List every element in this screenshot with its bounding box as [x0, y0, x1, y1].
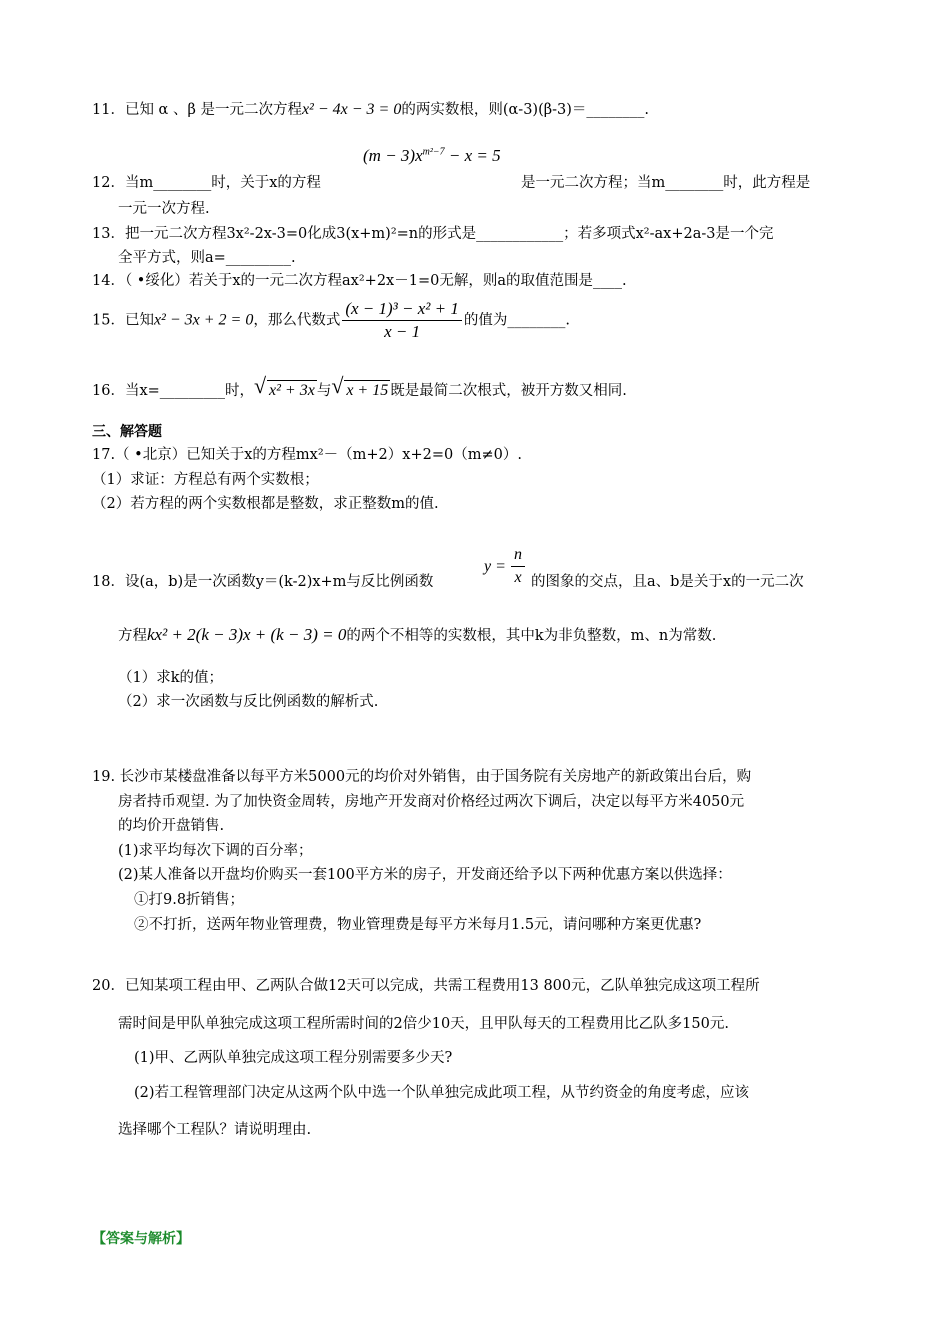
q19-part2: (2)某人准备以开盘均价购买一套100平方米的房子，开发商还给予以下两种优惠方案以供选择： — [118, 867, 732, 883]
q18-frac-denominator: x — [511, 566, 525, 589]
q12-line2: 一元一次方程. — [118, 201, 210, 217]
q11-suffix: 的两实数根，则(α-3)(β-3)＝________. — [401, 102, 650, 118]
q18-line2 — [118, 625, 716, 646]
q18-part1: （1）求k的值； — [118, 670, 224, 686]
q19-line2: 房者持币观望. 为了加快资金周转，房地产开发商对价格经过两次下调后，决定以每平方米4050元 — [118, 794, 745, 810]
q17-line1: 17.（ •北京）已知关于x的方程mx²－（m+2）x+2=0（m≠0）. — [92, 447, 522, 463]
q16-radicand-1: x² + 3x — [269, 382, 315, 399]
q11-prefix: 11．已知 α 、β 是一元二次方程 — [92, 102, 302, 118]
q19-option2: ②不打折，送两年物业管理费，物业管理费是每平方米每月1.5元，请问哪种方案更优惠? — [134, 917, 702, 933]
q12-equation — [363, 146, 501, 166]
q20-line1: 20．已知某项工程由甲、乙两队合做12天可以完成，共需工程费用13 800元，乙队单独完成这项工程所 — [92, 978, 760, 994]
q12-equation-tail: − x = 5 — [444, 146, 501, 165]
q18-part2: （2）求一次函数与反比例函数的解析式. — [118, 694, 379, 710]
q17-part1: （1）求证：方程总有两个实数根； — [92, 472, 319, 488]
q16-radical-2 — [331, 373, 390, 401]
q11 — [92, 100, 649, 120]
q15-prefix: 15．已知 — [92, 312, 154, 329]
q18-line2b: 的两个不相等的实数根，其中k为非负整数，m、n为常数. — [346, 628, 717, 644]
radical-sign-icon: √ — [331, 373, 344, 398]
q19-option1: ①打9.8折销售； — [134, 892, 245, 908]
q15-suffix: 的值为________. — [463, 312, 570, 329]
q18-frac-numerator: n — [514, 546, 522, 563]
q12-line1b: 是一元二次方程；当m________时，此方程是 — [521, 175, 811, 191]
q17-part2: （2）若方程的两个实数根都是整数，求正整数m的值. — [92, 496, 439, 512]
q18-frac-lhs: y = — [484, 558, 506, 575]
q20-line2: 需时间是甲队单独完成这项工程所需时间的2倍少10天，且甲队每天的工程费用比乙队多150元. — [118, 1016, 729, 1032]
q15-mid: ，那么代数式 — [253, 312, 341, 329]
q20-part2b: 选择哪个工程队？请说明理由. — [118, 1122, 312, 1138]
radical-sign-icon: √ — [254, 373, 267, 398]
q16-radical-1 — [254, 373, 317, 401]
q18-line1a: 18．设(a，b)是一次函数y＝(k-2)x+m与反比例函数 — [92, 574, 434, 590]
q20-part2: (2)若工程管理部门决定从这两个队中选一个队单独完成此项工程，从节约资金的角度考虑，应该 — [134, 1085, 750, 1101]
q15-fraction — [342, 298, 462, 343]
q16-suffix: 既是最简二次根式，被开方数又相同. — [390, 383, 627, 399]
q19-part1: (1)求平均每次下调的百分率； — [118, 843, 313, 859]
q15-condition: x² − 3x + 2 = 0 — [153, 311, 254, 329]
q19-line3: 的均价开盘销售. — [118, 818, 225, 834]
q15 — [92, 298, 570, 343]
q12-equation-exponent: m²−7 — [422, 146, 445, 158]
q16 — [92, 373, 627, 401]
q13-line1: 13．把一元二次方程3x²-2x-3=0化成3(x+m)²=n的形式是____________；若多项式x²-ax+2a-3是一个完 — [92, 226, 774, 242]
q13-line2: 全平方式，则a=_________. — [118, 250, 296, 266]
q14-text: 14．（ •绥化）若关于x的一元二次方程ax²+2x－1=0无解，则a的取值范围是____. — [92, 273, 627, 289]
q12-line1a: 12．当m________时，关于x的方程 — [92, 175, 321, 191]
q15-numerator: (x − 1)³ − x² + 1 — [345, 299, 459, 318]
q20-part1: (1)甲、乙两队单独完成这项工程分别需要多少天? — [134, 1050, 453, 1066]
q11-equation: x² − 4x − 3 = 0 — [301, 101, 402, 118]
q12-equation-base: (m − 3)x — [363, 146, 423, 165]
q15-denominator: x − 1 — [342, 320, 462, 343]
q16-prefix: 16．当x=_________时， — [92, 383, 255, 399]
answer-title: 【答案与解析】 — [92, 1231, 190, 1247]
q18-line1b: 的图象的交点，且a、b是关于x的一元二次 — [531, 574, 804, 590]
q18-fraction — [511, 544, 525, 589]
section-3-title: 三、解答题 — [92, 424, 162, 440]
q16-connector: 与 — [316, 383, 332, 399]
q16-radicand-2: x + 15 — [346, 382, 389, 399]
q18-line2a: 方程 — [118, 628, 147, 644]
q18-equation: kx² + 2(k − 3)x + (k − 3) = 0 — [147, 625, 347, 644]
q19-line1: 19. 长沙市某楼盘准备以每平方米5000元的均价对外销售，由于国务院有关房地产的新政策出台后，购 — [92, 769, 752, 785]
